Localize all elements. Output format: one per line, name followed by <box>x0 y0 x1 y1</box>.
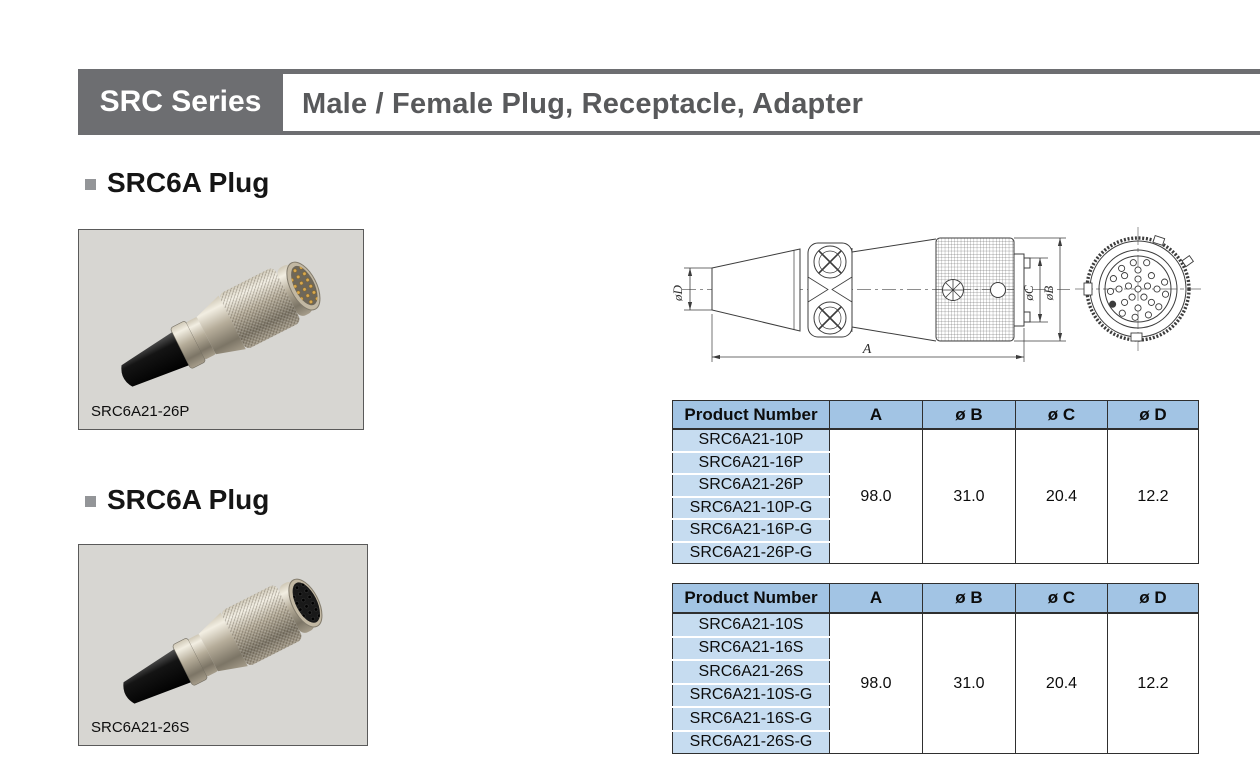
dimension-value-cell: 12.2 <box>1108 613 1199 754</box>
product-number-cell: SRC6A21-16S <box>673 637 830 661</box>
product-number-cell: SRC6A21-10P-G <box>673 497 830 520</box>
table-header-cell: ø D <box>1108 584 1199 614</box>
product-number-cell: SRC6A21-26S-G <box>673 731 830 754</box>
dimension-value-cell: 31.0 <box>923 429 1016 564</box>
series-badge <box>78 69 283 135</box>
dim-label-a: A <box>862 342 872 357</box>
photo-caption-male: SRC6A21-26P <box>91 403 190 420</box>
table-header-cell: ø C <box>1016 584 1108 614</box>
table-row <box>673 429 1199 452</box>
photo-caption-female: SRC6A21-26S <box>91 719 190 736</box>
product-photo-female <box>79 545 367 745</box>
product-number-cell: SRC6A21-16P-G <box>673 519 830 542</box>
product-number-cell: SRC6A21-10P <box>673 429 830 452</box>
series-label: SRC Series <box>99 85 262 118</box>
section-title-2: SRC6A Plug <box>107 484 270 515</box>
dimension-value-cell: 98.0 <box>830 613 923 754</box>
technical-drawing <box>660 222 1250 374</box>
product-number-cell: SRC6A21-26S <box>673 660 830 684</box>
section-title-1: SRC6A Plug <box>107 167 270 198</box>
table-header-cell: ø B <box>923 584 1016 614</box>
table-header-cell: ø B <box>923 401 1016 430</box>
table-row <box>673 613 1199 637</box>
dim-label-d: øD <box>670 285 685 301</box>
table-header-cell: A <box>830 584 923 614</box>
product-photo-box-male <box>78 229 364 430</box>
product-number-cell: SRC6A21-26P-G <box>673 542 830 564</box>
dimensions-table-s <box>672 583 1199 754</box>
dimension-value-cell: 12.2 <box>1108 429 1199 564</box>
product-number-cell: SRC6A21-16P <box>673 452 830 475</box>
header-bottom-rule <box>283 131 1260 136</box>
page-title: Male / Female Plug, Receptacle, Adapter <box>302 88 864 120</box>
product-photo-box-female <box>78 544 368 746</box>
table-header-cell: Product Number <box>673 584 830 614</box>
table-header-cell: ø C <box>1016 401 1108 430</box>
product-number-cell: SRC6A21-10S <box>673 613 830 637</box>
section-bullet-icon <box>85 179 96 190</box>
product-number-cell: SRC6A21-26P <box>673 474 830 497</box>
table-header-cell: ø D <box>1108 401 1199 430</box>
dim-label-c: øC <box>1021 285 1036 301</box>
dimensions-table-p <box>672 400 1199 564</box>
dim-label-b: øB <box>1041 285 1056 301</box>
table-header-cell: Product Number <box>673 401 830 430</box>
product-number-cell: SRC6A21-10S-G <box>673 684 830 708</box>
section-bullet-icon <box>85 496 96 507</box>
dimension-value-cell: 31.0 <box>923 613 1016 754</box>
dimension-value-cell: 20.4 <box>1016 429 1108 564</box>
front-view <box>1075 227 1201 351</box>
product-number-cell: SRC6A21-16S-G <box>673 707 830 731</box>
table-header-cell: A <box>830 401 923 430</box>
dimension-value-cell: 98.0 <box>830 429 923 564</box>
dimension-value-cell: 20.4 <box>1016 613 1108 754</box>
product-photo-male <box>79 230 363 429</box>
